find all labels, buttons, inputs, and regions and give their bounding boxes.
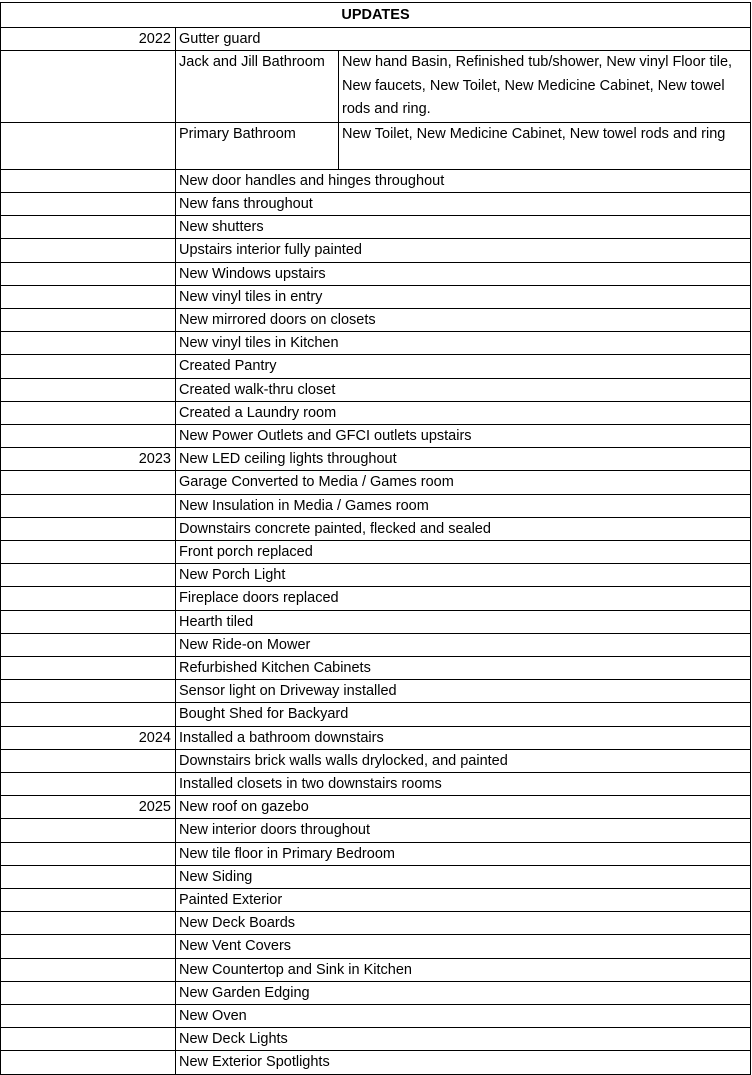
item-cell: New Insulation in Media / Games room (176, 494, 751, 517)
item-cell: Garage Converted to Media / Games room (176, 471, 751, 494)
table-row (1, 564, 751, 587)
year-cell (1, 889, 176, 912)
year-cell (1, 819, 176, 842)
table-row (1, 51, 751, 123)
year-cell (1, 239, 176, 262)
year-cell (1, 216, 176, 239)
table-row (1, 935, 751, 958)
table-row (1, 1051, 751, 1074)
year-cell (1, 285, 176, 308)
table-row (1, 192, 751, 215)
table-row (1, 633, 751, 656)
table-row (1, 262, 751, 285)
year-cell (1, 401, 176, 424)
table-row (1, 517, 751, 540)
header-row (1, 3, 751, 28)
item-cell: New Windows upstairs (176, 262, 751, 285)
year-cell (1, 842, 176, 865)
item-cell: New mirrored doors on closets (176, 308, 751, 331)
detail-cell: New Toilet, New Medicine Cabinet, New towel rods and ring (339, 122, 751, 169)
item-cell: Installed a bathroom downstairs (176, 726, 751, 749)
table-row (1, 889, 751, 912)
item-cell: Created a Laundry room (176, 401, 751, 424)
year-cell (1, 169, 176, 192)
year-cell (1, 935, 176, 958)
table-row (1, 540, 751, 563)
item-cell: New LED ceiling lights throughout (176, 448, 751, 471)
item-cell: New vinyl tiles in Kitchen (176, 332, 751, 355)
year-cell (1, 610, 176, 633)
year-cell (1, 865, 176, 888)
year-cell (1, 540, 176, 563)
item-cell: Refurbished Kitchen Cabinets (176, 656, 751, 679)
year-cell (1, 378, 176, 401)
item-cell: New Deck Boards (176, 912, 751, 935)
item-cell: Created Pantry (176, 355, 751, 378)
table-row (1, 796, 751, 819)
item-cell: New vinyl tiles in entry (176, 285, 751, 308)
year-cell: 2022 (1, 28, 176, 51)
year-cell (1, 1005, 176, 1028)
year-cell (1, 749, 176, 772)
table-row (1, 285, 751, 308)
year-cell (1, 680, 176, 703)
year-cell (1, 308, 176, 331)
year-cell (1, 772, 176, 795)
item-cell: Fireplace doors replaced (176, 587, 751, 610)
table-row (1, 656, 751, 679)
table-row (1, 772, 751, 795)
year-cell (1, 262, 176, 285)
table-row (1, 401, 751, 424)
item-cell: New Deck Lights (176, 1028, 751, 1051)
year-cell (1, 494, 176, 517)
item-cell: New Ride-on Mower (176, 633, 751, 656)
item-cell: New Exterior Spotlights (176, 1051, 751, 1074)
item-cell: New Countertop and Sink in Kitchen (176, 958, 751, 981)
item-cell: Sensor light on Driveway installed (176, 680, 751, 703)
item-cell: New Power Outlets and GFCI outlets upstairs (176, 424, 751, 447)
table-row (1, 332, 751, 355)
detail-cell: New hand Basin, Refinished tub/shower, New vinyl Floor tile, New faucets, New Toilet, New Medicine Cabinet, New towel rods and ring. (339, 51, 751, 123)
item-cell: Bought Shed for Backyard (176, 703, 751, 726)
year-cell (1, 192, 176, 215)
table-row (1, 308, 751, 331)
empty-cell (1, 122, 176, 169)
year-cell (1, 912, 176, 935)
table-row (1, 587, 751, 610)
year-cell: 2025 (1, 796, 176, 819)
table-row (1, 842, 751, 865)
table-row (1, 726, 751, 749)
table-row (1, 981, 751, 1004)
item-cell: Installed closets in two downstairs rooms (176, 772, 751, 795)
item-cell: Gutter guard (176, 28, 751, 51)
item-cell: New Siding (176, 865, 751, 888)
year-cell (1, 1028, 176, 1051)
year-cell (1, 587, 176, 610)
item-cell: New roof on gazebo (176, 796, 751, 819)
item-cell: Upstairs interior fully painted (176, 239, 751, 262)
item-cell: Downstairs brick walls walls drylocked, and painted (176, 749, 751, 772)
table-row (1, 471, 751, 494)
table-row (1, 424, 751, 447)
table-row (1, 912, 751, 935)
item-cell: Hearth tiled (176, 610, 751, 633)
item-cell: Downstairs concrete painted, flecked and sealed (176, 517, 751, 540)
table-title: UPDATES (1, 3, 751, 28)
year-cell (1, 703, 176, 726)
year-cell (1, 958, 176, 981)
table-row (1, 1028, 751, 1051)
item-cell: New shutters (176, 216, 751, 239)
table-row (1, 216, 751, 239)
item-cell: Painted Exterior (176, 889, 751, 912)
table-row (1, 865, 751, 888)
table-row (1, 28, 751, 51)
item-cell: New fans throughout (176, 192, 751, 215)
sub-label-cell: Primary Bathroom (176, 122, 339, 169)
table-row (1, 749, 751, 772)
year-cell (1, 355, 176, 378)
table-row (1, 610, 751, 633)
item-cell: New Oven (176, 1005, 751, 1028)
year-cell (1, 1051, 176, 1074)
table-row (1, 355, 751, 378)
item-cell: Front porch replaced (176, 540, 751, 563)
year-cell: 2024 (1, 726, 176, 749)
year-cell (1, 656, 176, 679)
item-cell: New Vent Covers (176, 935, 751, 958)
table-row (1, 378, 751, 401)
year-cell (1, 332, 176, 355)
table-row (1, 239, 751, 262)
year-cell (1, 471, 176, 494)
table-row (1, 958, 751, 981)
year-cell (1, 633, 176, 656)
table-row (1, 819, 751, 842)
year-cell: 2023 (1, 448, 176, 471)
table-row (1, 169, 751, 192)
year-cell (1, 424, 176, 447)
item-cell: New Porch Light (176, 564, 751, 587)
year-cell (1, 517, 176, 540)
table-row (1, 494, 751, 517)
item-cell: New Garden Edging (176, 981, 751, 1004)
empty-cell (1, 51, 176, 123)
table-row (1, 1005, 751, 1028)
item-cell: New tile floor in Primary Bedroom (176, 842, 751, 865)
item-cell: New interior doors throughout (176, 819, 751, 842)
item-cell: New door handles and hinges throughout (176, 169, 751, 192)
year-cell (1, 564, 176, 587)
table-row (1, 680, 751, 703)
sub-label-cell: Jack and Jill Bathroom (176, 51, 339, 123)
table-row (1, 448, 751, 471)
table-row (1, 703, 751, 726)
updates-table (0, 2, 751, 1075)
item-cell: Created walk-thru closet (176, 378, 751, 401)
year-cell (1, 981, 176, 1004)
table-row (1, 122, 751, 169)
